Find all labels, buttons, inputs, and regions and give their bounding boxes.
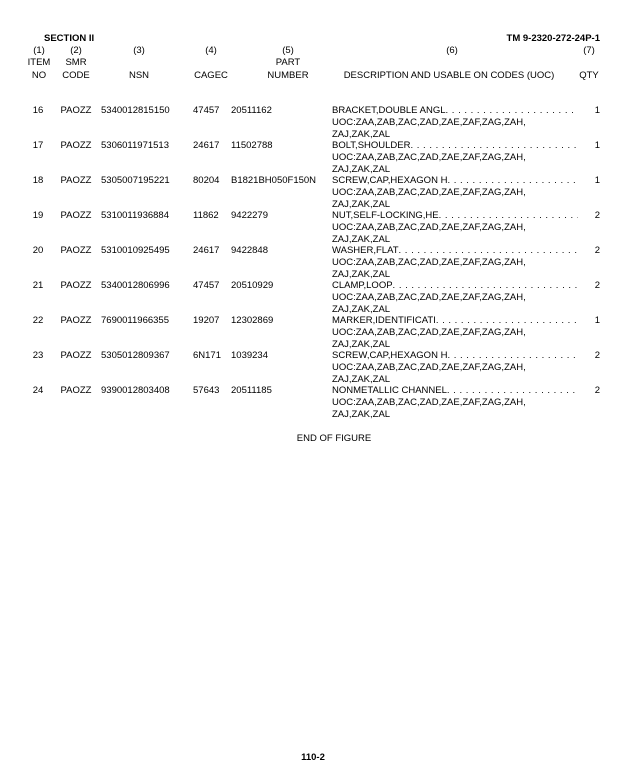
- nsn: 5310010925495: [101, 245, 170, 256]
- uoc-line1: UOC:ZAA,ZAB,ZAC,ZAD,ZAE,ZAF,ZAG,ZAH,: [332, 257, 526, 268]
- section-title: SECTION II: [44, 33, 95, 44]
- description: NONMETALLIC CHANNEL . . .: [332, 385, 578, 396]
- col1-number: (1): [33, 45, 45, 56]
- item-number: 18: [32, 175, 44, 186]
- nsn: 5305012809367: [101, 350, 170, 361]
- part-number: 12302869: [231, 315, 274, 326]
- col3-label: NSN: [128, 70, 150, 81]
- smr-code: PAOZZ: [60, 350, 92, 361]
- uoc-line2: ZAJ,ZAK,ZAL: [332, 304, 391, 315]
- col5-label-line2: NUMBER: [267, 70, 309, 81]
- cagec: 24617: [193, 140, 220, 151]
- page-number: 110-2: [301, 752, 325, 763]
- uoc-line2: ZAJ,ZAK,ZAL: [332, 339, 391, 350]
- part-number: 20511162: [231, 105, 272, 116]
- smr-code: PAOZZ: [60, 140, 92, 151]
- nsn: 5340012806996: [101, 280, 170, 291]
- part-number: B1821BH050F150N: [231, 175, 317, 186]
- quantity: 1: [594, 315, 600, 326]
- description: MARKER,IDENTIFICATI . . .: [332, 315, 578, 326]
- smr-code: PAOZZ: [60, 385, 92, 396]
- nsn: 9390012803408: [101, 385, 170, 396]
- part-number: 20510929: [231, 280, 274, 291]
- col5-number: (5): [282, 45, 294, 56]
- part-number: 1039234: [231, 350, 268, 361]
- nsn: 5306011971513: [101, 140, 169, 151]
- part-number: 20511185: [231, 385, 272, 396]
- uoc-line1: UOC:ZAA,ZAB,ZAC,ZAD,ZAE,ZAF,ZAG,ZAH,: [332, 187, 526, 198]
- cagec: 24617: [193, 245, 220, 256]
- item-number: 16: [32, 105, 44, 116]
- col2-label-line1: SMR: [65, 57, 87, 68]
- nsn: 5340012815150: [101, 105, 170, 116]
- cagec: 47457: [193, 280, 220, 291]
- part-number: 9422848: [231, 245, 268, 256]
- smr-code: PAOZZ: [60, 280, 92, 291]
- col1-label-line2: NO: [31, 70, 47, 81]
- quantity: 2: [594, 280, 600, 291]
- item-number: 22: [32, 315, 44, 326]
- col6-number: (6): [446, 45, 458, 56]
- item-number: 23: [32, 350, 44, 361]
- quantity: 1: [594, 140, 600, 151]
- smr-code: PAOZZ: [60, 105, 92, 116]
- quantity: 2: [594, 385, 600, 396]
- description: SCREW,CAP,HEXAGON H . . .: [332, 350, 578, 361]
- item-number: 17: [32, 140, 44, 151]
- col4-number: (4): [205, 45, 217, 56]
- uoc-line1: UOC:ZAA,ZAB,ZAC,ZAD,ZAE,ZAF,ZAG,ZAH,: [332, 222, 526, 233]
- col1-label-line1: ITEM: [27, 57, 51, 68]
- col2-number: (2): [70, 45, 82, 56]
- col4-label: CAGEC: [194, 70, 228, 81]
- col3-number: (3): [133, 45, 145, 56]
- uoc-line1: UOC:ZAA,ZAB,ZAC,ZAD,ZAE,ZAF,ZAG,ZAH,: [332, 152, 526, 163]
- uoc-line1: UOC:ZAA,ZAB,ZAC,ZAD,ZAE,ZAF,ZAG,ZAH,: [332, 397, 526, 408]
- tm-number: TM 9-2320-272-24P-1: [506, 33, 600, 44]
- uoc-line2: ZAJ,ZAK,ZAL: [332, 374, 391, 385]
- part-number: 11502788: [231, 140, 273, 151]
- uoc-line2: ZAJ,ZAK,ZAL: [332, 164, 391, 175]
- uoc-line2: ZAJ,ZAK,ZAL: [332, 199, 391, 210]
- col2-label-line2: CODE: [62, 70, 90, 81]
- uoc-line2: ZAJ,ZAK,ZAL: [332, 234, 391, 245]
- cagec: 6N171: [193, 350, 221, 361]
- part-number: 9422279: [231, 210, 268, 221]
- col7-label: QTY: [579, 70, 599, 81]
- cagec: 57643: [193, 385, 220, 396]
- item-number: 19: [32, 210, 44, 221]
- uoc-line1: UOC:ZAA,ZAB,ZAC,ZAD,ZAE,ZAF,ZAG,ZAH,: [332, 362, 526, 373]
- item-number: 20: [32, 245, 44, 256]
- uoc-line1: UOC:ZAA,ZAB,ZAC,ZAD,ZAE,ZAF,ZAG,ZAH,: [332, 292, 526, 303]
- item-number: 24: [32, 385, 44, 396]
- quantity: 2: [594, 350, 600, 361]
- cagec: 47457: [193, 105, 220, 116]
- cagec: 19207: [193, 315, 220, 326]
- quantity: 1: [594, 105, 600, 116]
- nsn: 7690011966355: [101, 315, 169, 326]
- nsn: 5310011936884: [101, 210, 169, 221]
- description: BRACKET,DOUBLE ANGL . . .: [332, 105, 578, 116]
- description: CLAMP,LOOP . . .: [332, 280, 578, 291]
- uoc-line2: ZAJ,ZAK,ZAL: [332, 409, 391, 420]
- uoc-line1: UOC:ZAA,ZAB,ZAC,ZAD,ZAE,ZAF,ZAG,ZAH,: [332, 327, 526, 338]
- description: NUT,SELF-LOCKING,HE . . .: [332, 210, 578, 221]
- description: WASHER,FLAT . . .: [332, 245, 578, 256]
- end-of-figure: END OF FIGURE: [296, 433, 372, 444]
- quantity: 2: [594, 245, 600, 256]
- uoc-line1: UOC:ZAA,ZAB,ZAC,ZAD,ZAE,ZAF,ZAG,ZAH,: [332, 117, 526, 128]
- nsn: 5305007195221: [101, 175, 170, 186]
- col7-number: (7): [583, 45, 595, 56]
- item-number: 21: [32, 280, 44, 291]
- uoc-line2: ZAJ,ZAK,ZAL: [332, 129, 391, 140]
- description: SCREW,CAP,HEXAGON H . . .: [332, 175, 578, 186]
- smr-code: PAOZZ: [60, 245, 92, 256]
- quantity: 1: [594, 175, 600, 186]
- col5-label-line1: PART: [275, 57, 301, 68]
- smr-code: PAOZZ: [60, 315, 92, 326]
- description: BOLT,SHOULDER . . .: [332, 140, 578, 151]
- cagec: 11862: [193, 210, 219, 221]
- quantity: 2: [594, 210, 600, 221]
- col6-label: DESCRIPTION AND USABLE ON CODES (UOC): [343, 70, 555, 81]
- smr-code: PAOZZ: [60, 175, 92, 186]
- uoc-line2: ZAJ,ZAK,ZAL: [332, 269, 391, 280]
- smr-code: PAOZZ: [60, 210, 92, 221]
- cagec: 80204: [193, 175, 220, 186]
